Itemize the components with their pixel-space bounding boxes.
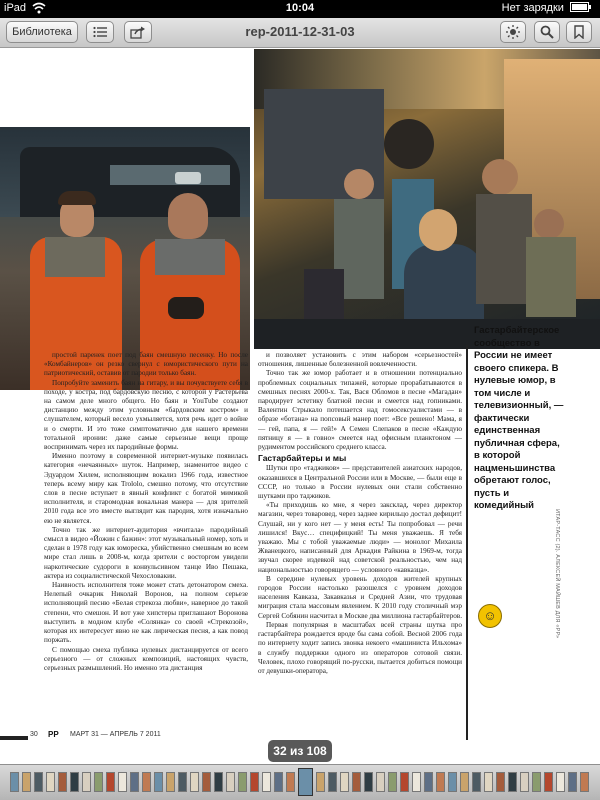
thumbnail[interactable] <box>328 772 337 792</box>
col2-paragraph: «Ты приходишь ко мне, я через заксклад, через директор магазин, через товаровед, через заднее кирильцо достал дефицит! Слушай, ни у кого нет — у меня есть! Ты попробовал — речи лишился! Вкус… специфицкий! Ты меня уважаешь. Я тебя уважаю. Мы с тобой уважаемые люди» — монолог Михаила Жванецкого, написанный для Аркадия Райкина в 1969-м, тогда звучал скорее издевкой над советской реальностью, чем над национальностью говорящего — условного «кавказца». <box>258 501 462 574</box>
bookmark-icon <box>574 25 584 39</box>
article-column-1 <box>44 351 248 729</box>
magazine-logo: РР <box>48 730 59 739</box>
battery-icon <box>570 2 592 12</box>
col1-paragraph: Точно так же интернет-аудитория «вчитала» пародийный смысл в видео «Йожин с бажин»: этот музыкальный номер, хоть и сделан в 1978 году как юмореска, убийственно смешным во всем мире стал лишь в 2008-м, когда зрители с восторгом увидели наркотические судороги в конвульсивном танце Иво Пешака, актера из социалистической Чехословакии. <box>44 525 248 580</box>
library-button[interactable]: Библиотека <box>6 21 78 43</box>
search-button[interactable] <box>534 21 560 43</box>
col1-paragraph: Наивность исполнителя тоже может стать детонатором смеха. Нелепый очкарик Николай Воронов, на полном серьезе исполняющий песню «Белая стрекоза любви», наверное до такой степени, что смешон. И вот уже хипстеры приглашают Воронова выступить в модном клубе «Солянка» со своей «Стрекозой», которая их интересует явно не как лирическая песня, а как повод поржать. <box>44 581 248 645</box>
thumbnail[interactable] <box>106 772 115 792</box>
thumbnail[interactable] <box>178 772 187 792</box>
footer-page-number: 30 <box>30 731 38 738</box>
col2-paragraph: Первая популярная в масштабах всей страны шутка про гастарбайтера рождается вроде бы сама собой. Весной 2006 года по интернету ходит запись звонка некоего «машиниста Ильхома» в службу поддержки одного из операторов сотовой связи. Человек, плохо говорящий по-русски, пытается добиться помощи от девушки-оператора, <box>258 620 462 675</box>
col2-paragraph: и позволяет установить с этим набором «серьезностей» отношения, лишенные болезненной вовлеченности. <box>258 351 462 369</box>
thumbnail[interactable] <box>448 772 457 792</box>
thumbnail[interactable] <box>412 772 421 792</box>
article-column-2 <box>258 351 462 729</box>
thumbnail[interactable] <box>508 772 517 792</box>
thumbnail[interactable] <box>340 772 349 792</box>
thumbnail[interactable] <box>154 772 163 792</box>
thumbnail[interactable] <box>520 772 529 792</box>
pull-quote: Гастарбайтерское сообщество в России не имеет своего спикера. В нулевые юмор, в том числе и телевизионный, — фактически единственная публичная сфера, в которой нацменьшинства обретают голос, пусть и комедийный <box>474 325 564 511</box>
reader-toolbar <box>0 18 600 48</box>
thumbnail[interactable] <box>424 772 433 792</box>
thumbnail[interactable] <box>364 772 373 792</box>
battery-text: Нет зарядки <box>501 2 564 14</box>
document-title: rep-2011-12-31-03 <box>245 24 355 39</box>
search-icon <box>540 25 554 39</box>
thumbnail[interactable] <box>436 772 445 792</box>
thumbnail[interactable] <box>70 772 79 792</box>
thumbnail[interactable] <box>262 772 271 792</box>
share-button[interactable] <box>124 21 152 43</box>
thumbnail[interactable] <box>568 772 577 792</box>
footer-bar <box>0 736 28 740</box>
thumbnail[interactable] <box>286 772 295 792</box>
thumbnail[interactable] <box>94 772 103 792</box>
thumbnail[interactable] <box>34 772 43 792</box>
section-heading: Гастарбайтеры и мы <box>258 453 347 464</box>
issue-dates: МАРТ 31 — АПРЕЛЬ 7 2011 <box>70 731 161 738</box>
list-button[interactable] <box>86 21 114 43</box>
thumbnail[interactable] <box>58 772 67 792</box>
list-icon <box>93 26 107 38</box>
thumbnail[interactable] <box>352 772 361 792</box>
thumbnail[interactable] <box>376 772 385 792</box>
col2-paragraph: Шутки про «таджиков» — представителей азиатских народов, оказавшихся в Центральной России или в Москве, — были еще в СССР, но только в России нулевых они стали собственно шутками про таджиков. <box>258 464 462 501</box>
thumbnail[interactable] <box>388 772 397 792</box>
col2-paragraph: В середине нулевых уровень доходов жителей крупных городов России настолько разошелся с уровнем доходов населения Кавказа, Закавказья и Средней Азии, что трудовая миграция стала массовым явлением. К 2010 году столичный мэр Сергей Собянин насчитал в Москве два миллиона гастарбайтеров. <box>258 574 462 620</box>
magazine-page[interactable] <box>0 49 600 741</box>
thumbnail[interactable] <box>484 772 493 792</box>
thumbnail[interactable] <box>82 772 91 792</box>
thumbnail[interactable] <box>202 772 211 792</box>
page-thumbnail-strip[interactable] <box>0 764 600 800</box>
status-bar <box>0 0 600 18</box>
bookmark-button[interactable] <box>566 21 592 43</box>
thumbnail[interactable] <box>214 772 223 792</box>
thumbnail[interactable] <box>118 772 127 792</box>
thumbnail[interactable] <box>496 772 505 792</box>
thumbnail[interactable] <box>250 772 259 792</box>
page-counter: 32 из 108 <box>268 740 332 762</box>
col1-paragraph: Попробуйте заменить баян на гитару, и вы почувствуете себя в походе, у костра, под бардовскую песню, с которой у Растерьева на самом деле много общего. Но баян и YouTube создают дистанцию между этим условным «бардовским костром» и слушателем, который весело ухмыляется, хотя речь идет о войне и о смерти. И это тоже симптоматично для нашего времени тотальной иронии: даже самые серьезные вещи проще воспринимать через их пародийные формы. <box>44 378 248 452</box>
thumbnail[interactable] <box>472 772 481 792</box>
smiley-icon: ☺ <box>478 604 502 628</box>
thumbnail[interactable] <box>142 772 151 792</box>
share-icon <box>130 26 146 39</box>
thumbnail[interactable] <box>22 772 31 792</box>
thumbnail[interactable] <box>580 772 589 792</box>
thumbnail[interactable] <box>46 772 55 792</box>
device-name: iPad <box>4 2 27 14</box>
thumbnail[interactable] <box>10 772 19 792</box>
thumbnail[interactable] <box>460 772 469 792</box>
thumbnail[interactable] <box>532 772 541 792</box>
battery-status <box>502 2 592 14</box>
photo-credit: ИТАР-ТАСС (2). АЛЕКСЕЙ МАЙШЕВ ДЛЯ «РР» <box>554 509 560 639</box>
thumbnail[interactable] <box>556 772 565 792</box>
photo-film-set <box>254 49 600 349</box>
thumbnail[interactable] <box>274 772 283 792</box>
brightness-icon <box>506 25 520 39</box>
sidebar-divider <box>466 345 468 740</box>
col1-paragraph: С помощью смеха публика нулевых дистанцируется от всего серьезного — от сложных композиций, настоящих чувств, серьезных размышлений. Но именно эта дистанция <box>44 645 248 672</box>
col2-paragraph: Точно так же юмор работает и в отношении потенциально проблемных социальных типажей, которые прорабатываются в смешных песнях 2000-х. Так, Вася Обломов в песне «Магадан» пародирует эстетику блатной песни и смеется над гопниками. Валентин Стрыкало потешается над гомосексуалистами — в образе «ботана» на попсовый манер поет: «Все решено! Мама, я — гей, папа, я — гей!» А Семен Слепаков в песне «Каждую пятницу я — в говно» смеется над офисным планктоном — рудиментом российского среднего класса. <box>258 369 462 452</box>
thumbnail[interactable] <box>190 772 199 792</box>
thumbnail[interactable] <box>316 772 325 792</box>
col1-paragraph: Именно поэтому в современной интернет-музыке появилась категория «нечаянных» шуток. Например, знаменитое видео с Эдуардом Хилем, исполняющим вокализ 1966 года, известное теперь всему миру как Trololo, смешно потому, что отсутствие слов в песне вступает в явный конфликт с богатой мимикой исполнителя, и старомодная вокальная манера — для зрителей 2010 года все это вместе выглядит как пародия, хотя изначально ею не является. <box>44 452 248 525</box>
thumbnail[interactable] <box>130 772 139 792</box>
col1-paragraph: простой паренек поет под баян смешную песенку. Но после «Комбайнеров» он резко свернул с юмористического пути на патриотический, оставив от пародии только баян. <box>44 351 248 378</box>
thumbnail[interactable] <box>226 772 235 792</box>
thumbnail-current[interactable] <box>298 768 313 796</box>
thumbnail[interactable] <box>400 772 409 792</box>
thumbnail[interactable] <box>166 772 175 792</box>
brightness-button[interactable] <box>500 21 526 43</box>
thumbnail[interactable] <box>238 772 247 792</box>
thumbnail[interactable] <box>544 772 553 792</box>
clock: 10:04 <box>285 2 315 14</box>
